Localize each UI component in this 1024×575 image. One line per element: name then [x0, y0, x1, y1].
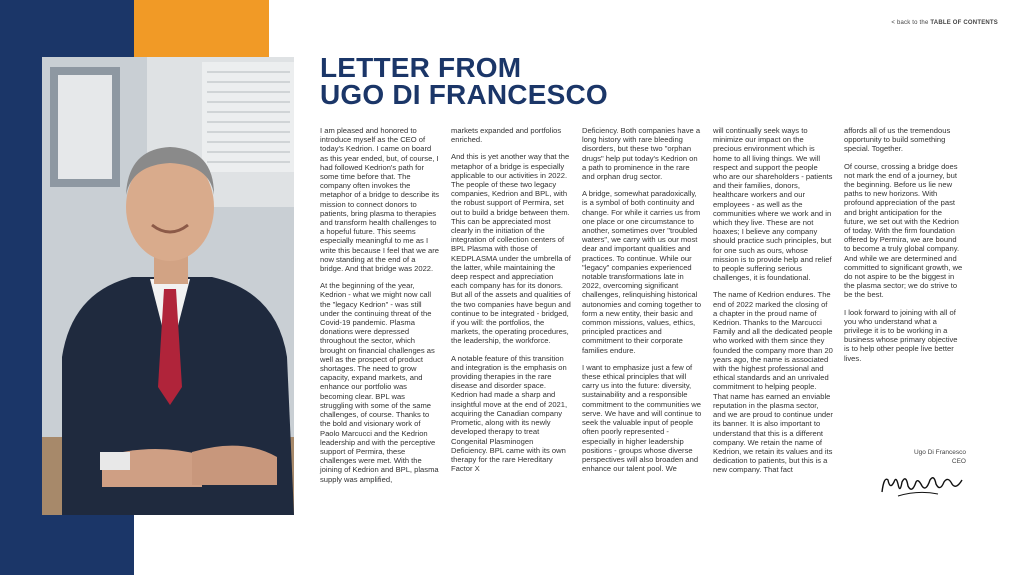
paragraph: markets expanded and portfolios enriched.	[451, 126, 562, 145]
paragraph: A notable feature of this transition and integration is the emphasis on providing therapies in the rare disease and disorder space. Kedrion had made a sharp and insightful move at the end of 2021, acquiring the Canadian company Prometic, along with its newly developed therapy to treat Congenital Plasminogen Deficiency. BPL came with its own therapy for the rare Hereditary Factor X	[451, 353, 568, 474]
toc-link-label: TABLE OF CONTENTS	[930, 20, 998, 26]
text-column-4	[713, 126, 833, 483]
ceo-portrait-photo	[42, 57, 294, 515]
paragraph: I am pleased and honored to introduce myself as the CEO of today's Kedrion. I came on board as this year ended, but, of course, I had followed Kedrion's path for some time before that. The company often invokes the metaphor of a bridge to describe its mission to connect donors to patients, bring plasma to therapies and transform health challenges to a hopeful future. This seems especially meaningful to me as I write this because I feel that we are now standing at the end of a bridge. And that bridge was 2022.	[320, 126, 440, 274]
signatory-role: CEO	[951, 458, 966, 465]
paragraph: I look forward to joining with all of you who understand what a privilege it is to be working in a business whose primary objective is to help other people live better lives.	[844, 307, 958, 363]
toc-link-prefix: < back to the	[891, 20, 929, 26]
page-title	[320, 54, 608, 108]
text-column-1	[320, 126, 440, 492]
paragraph: affords all of us the tremendous opportunity to build something special. Together.	[844, 126, 951, 154]
back-to-toc-link[interactable]	[891, 20, 998, 26]
orange-accent-block	[134, 0, 269, 57]
text-column-3	[582, 126, 702, 481]
paragraph: Deficiency. Both companies have a long history with rare bleeding disorders, but these two "orphan drugs" help put today's Kedrion on a path to prominence in the rare and orphan drug sector.	[582, 126, 701, 182]
paragraph: Of course, crossing a bridge does not mark the end of a journey, but the beginning. Before us lie new paths to new horizons. With profound appreciation of the past and bright anticipation for the future, we set out with the Kedrion of today. With the firm foundation offered by Permira, we are bound to become a truly global company. And while we are determined and committed to significant growth, we do not aspire to be the biggest in the plasma sector; we do strive to be the best.	[844, 161, 963, 300]
text-column-5	[844, 126, 964, 371]
title-line-1: LETTER FROM	[320, 52, 522, 83]
title-line-2: UGO DI FRANCESCO	[320, 79, 608, 110]
handwritten-signature	[878, 470, 968, 505]
paragraph: At the beginning of the year, Kedrion - what we might now call the "legacy Kedrion" - was still under the continuing threat of the Covid-19 pandemic. Plasma donations were depressed throughout the sector, which brought on financial challenges as well as the prospect of product shortages. The need to grow capacity, expand markets, and enhance our portfolio was becoming clear. BPL was struggling with some of the same challenges, of course. Thanks to the bold and visionary work of Paolo Marcucci and the Kedrion leadership and with the perceptive support of Permira, these challenges were met. With the joining of Kedrion and BPL, plasma supply was amplified,	[320, 281, 439, 484]
paragraph: The name of Kedrion endures. The end of 2022 marked the closing of a chapter in the proud name of Kedrion. Thanks to the Marcucci Family and all the dedicated people who worked with them since they founded the company more than 20 years ago, the name is associated with the highest professional and ethical standards and an unrivaled commitment to helping people. That name has earned an enviable reputation in the plasma sector, and we are proud to continue under its banner. It is also important to understand that this is a different company. We retain the name of Kedrion, we retain its values and its dedication to patients, but this is a new company. That fact	[713, 290, 833, 475]
paragraph: And this is yet another way that the metaphor of a bridge is especially applicable to our activities in 2022. The people of these two legacy companies, Kedrion and BPL, with the robust support of Permira, set out to build a bridge between them. This can be appreciated most clearly in the initiation of the integration of collection centers of BPL Plasma with those of KEDPLASMA under the umbrella of the latter, while maintaining the deep respect and appreciation each company has for its donors. But all of the assets and qualities of the two companies have begun and continue to be integrated - bridged, if you will: the portfolios, the markets, the operating procedures, the leadership, the workforce.	[451, 152, 571, 346]
paragraph: A bridge, somewhat paradoxically, is a symbol of both continuity and change. For while it carries us from one place or one circumstance to another, sometimes over "troubled waters", we carry with us our most dear and important qualities and practices. To continue. While our "legacy" companies experienced notable transformations late in 2022, overcoming significant challenges, relinquishing historical autonomies and coming together to form a new entity, their basic and common missions, values, ethics, principled practices and commitment to their corporate families endure.	[582, 189, 702, 355]
signatory-name: Ugo Di Francesco	[913, 449, 966, 456]
text-column-2	[451, 126, 571, 481]
paragraph: will continually seek ways to minimize our impact on the precious environment which is home to all living things. We will respect and support the people who are our shareholders - patients and their families, donors, healthcare workers and our employees - as well as the communities where we work and in which they live. These are not hoaxes; I believe any company should practice such principles, but for one such as ours, whose mission is to provide help and relief to people suffering serious challenges, it is foundational.	[713, 126, 833, 283]
paragraph: I want to emphasize just a few of these ethical principles that will carry us into the future: diversity, sustainability and a responsible commitment to the communities we serve. We have and will continue to seek the valuable input of people often poorly represented - especially in higher leadership positions - groups whose diverse perspectives will also broaden and enhance our talent pool. We	[582, 362, 702, 474]
